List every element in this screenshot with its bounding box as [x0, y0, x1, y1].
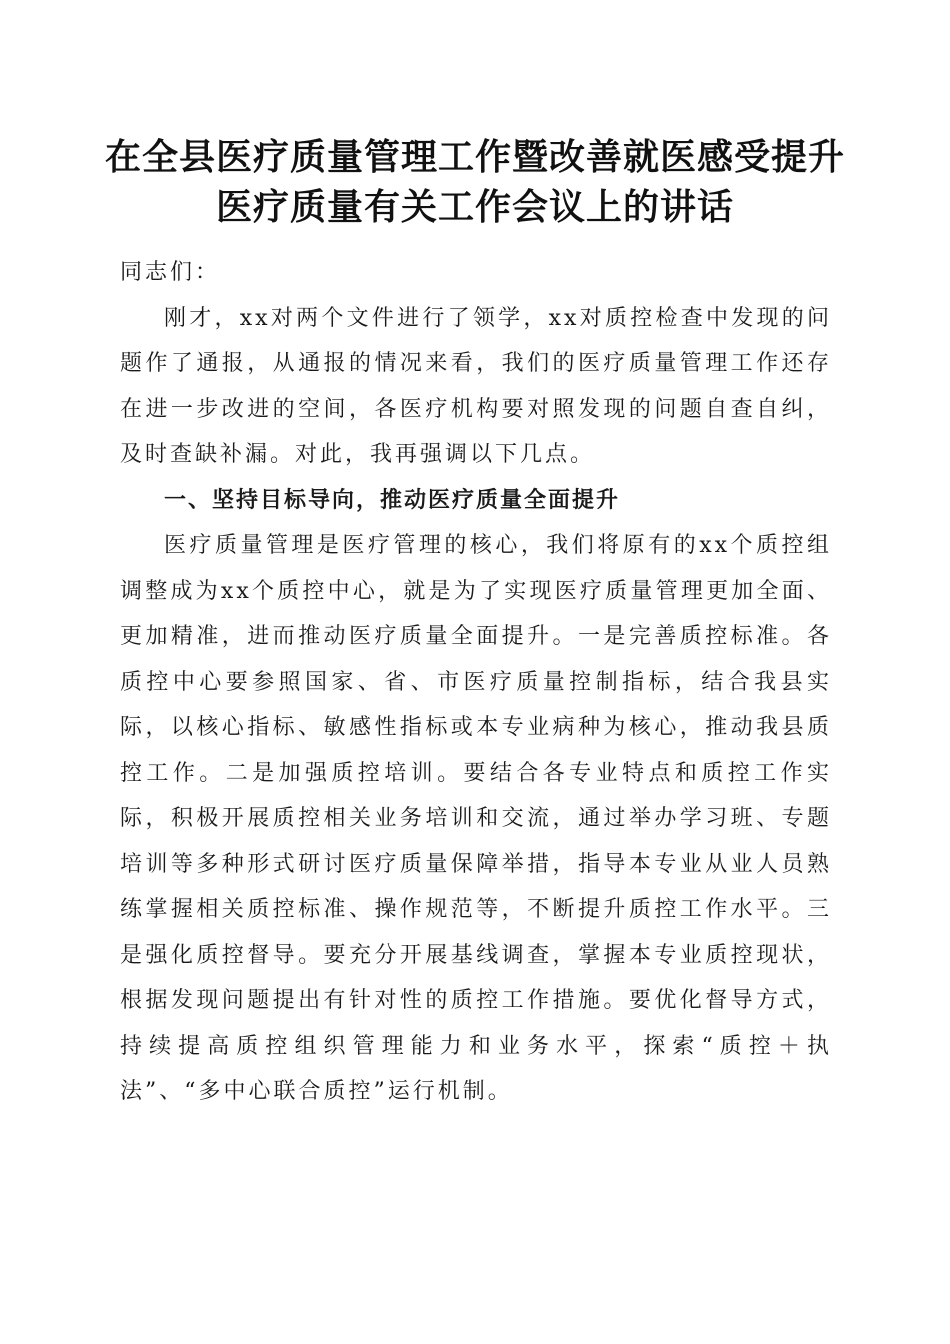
intro-paragraph: 刚才，xx对两个文件进行了领学，xx对质控检查中发现的问题作了通报，从通报的情况来看，我们的医疗质量管理工作还存在进一步改进的空间，各医疗机构要对照发现的问题自查自纠，及时查缺补漏。对此，我再强调以下几点。: [120, 305, 832, 467]
document-body: [120, 250, 832, 1115]
title-line-1: 在全县医疗质量管理工作暨改善就医感受提升: [104, 136, 845, 178]
salutation: 同志们：: [120, 260, 221, 285]
document-title: [90, 132, 860, 232]
section-1-heading: 一、坚持目标导向，推动医疗质量全面提升: [164, 487, 621, 513]
section-1-paragraph: 医疗质量管理是医疗管理的核心，我们将原有的xx个质控组调整成为xx个质控中心，就是为了实现医疗质量管理更加全面、更加精准，进而推动医疗质量全面提升。一是完善质控标准。各质控中心要参照国家、省、市医疗质量控制指标，结合我县实际，以核心指标、敏感性指标或本专业病种为核心，推动我县质控工作。二是加强质控培训。要结合各专业特点和质控工作实际，积极开展质控相关业务培训和交流，通过举办学习班、专题培训等多种形式研讨医疗质量保障举措，指导本专业从业人员熟练掌握相关质控标准、操作规范等，不断提升质控工作水平。三是强化质控督导。要充分开展基线调查，掌握本专业质控现状，根据发现问题提出有针对性的质控工作措施。要优化督导方式，持续提高质控组织管理能力和业务水平，探索“质控＋执法”、“多中心联合质控”运行机制。: [120, 533, 832, 1104]
title-line-2: 医疗质量有关工作会议上的讲话: [215, 186, 734, 228]
